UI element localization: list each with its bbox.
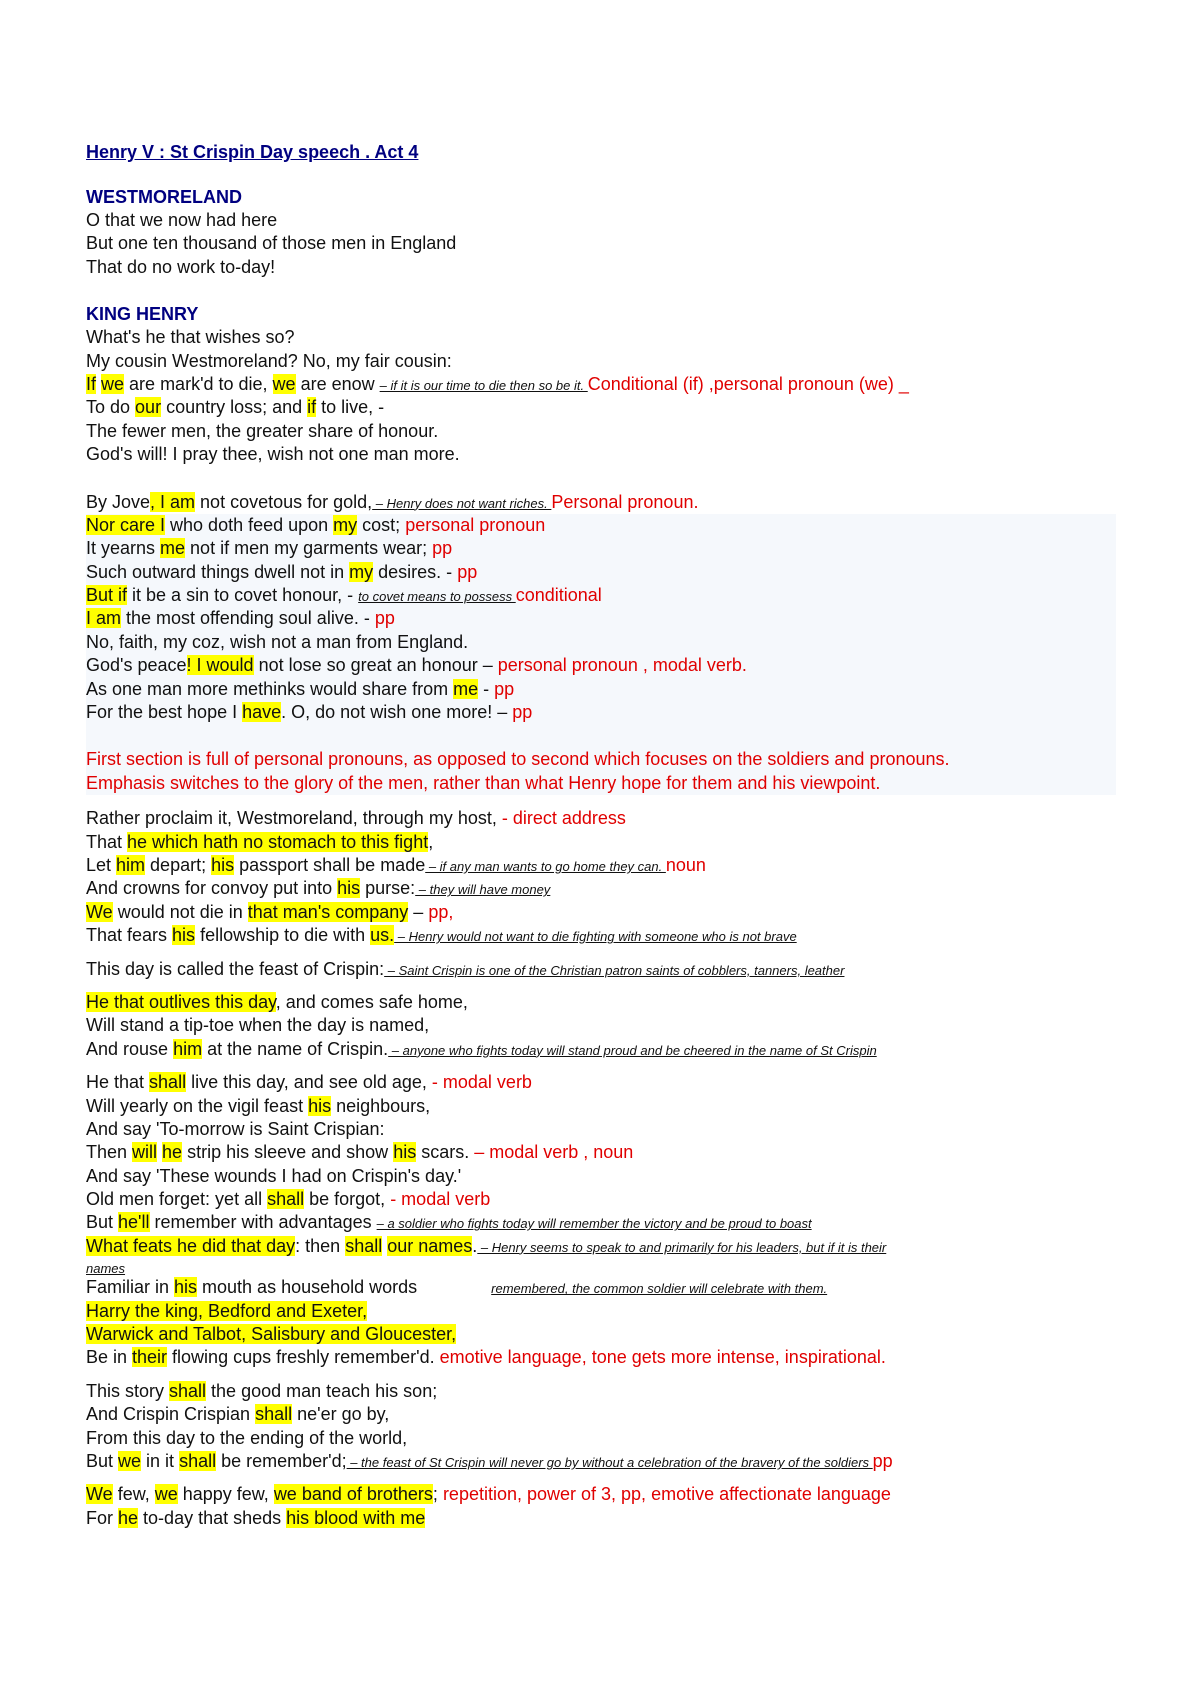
highlight: his <box>211 854 235 875</box>
verse-line: We would not die in that man's company – pp, <box>86 901 454 922</box>
annotation: pp, <box>428 901 454 922</box>
margin-note: – the feast of St Crispin will never go by without a celebration of the bravery of the soldiers <box>346 1454 873 1470</box>
verse-line: By Jove, I am not covetous for gold, – Henry does not want riches. Personal pronoun. <box>86 491 699 512</box>
annotation: pp <box>872 1450 893 1471</box>
verse-line: And rouse him at the name of Crispin. – anyone who fights today will stand proud and be cheered in the name of St Crispin <box>86 1038 877 1059</box>
document-body <box>86 140 1106 1530</box>
verse-line: And say 'To-morrow is Saint Crispian: <box>86 1118 385 1139</box>
margin-note: – Henry would not want to die fighting with someone who is not brave <box>394 929 797 945</box>
annotation: conditional <box>515 585 602 606</box>
annotation: personal pronoun <box>405 514 546 535</box>
verse-line: To do our country loss; and if to live, - <box>86 397 385 418</box>
highlight: his <box>337 878 361 899</box>
highlight: we band of brothers <box>273 1484 433 1505</box>
verse-line: For the best hope I have. O, do not wish one more! – pp <box>86 702 533 723</box>
highlight: he <box>118 1507 139 1528</box>
annotation: personal pronoun , modal verb. <box>497 655 747 676</box>
verse-line: He that outlives this day, and comes safe home, <box>86 991 468 1012</box>
highlight: my <box>349 561 374 582</box>
verse-line: That fears his fellowship to die with us. – Henry would not want to die fighting with someone who is not brave <box>86 925 797 946</box>
verse-line: Such outward things dwell not in my desires. - pp <box>86 561 478 582</box>
highlight: my <box>333 514 358 535</box>
verse-line: Then will he strip his sleeve and show his scars. – modal verb , noun <box>86 1142 634 1163</box>
verse-line: God's peace! I would not lose so great an honour – personal pronoun , modal verb. <box>86 655 747 676</box>
highlight: if <box>307 397 317 418</box>
highlight: will <box>132 1142 158 1163</box>
highlight: him <box>116 854 146 875</box>
highlight: shall <box>169 1380 207 1401</box>
verse-line: That he which hath no stomach to this fight, <box>86 831 434 852</box>
annotation: pp <box>494 678 515 699</box>
verse-line: God's will! I pray thee, wish not one man more. <box>86 444 460 465</box>
highlight: him <box>173 1038 203 1059</box>
annotation: Conditional (if) ,personal pronoun (we) <box>587 373 899 394</box>
verse-line: And crowns for convoy put into his purse: – they will have money <box>86 878 551 899</box>
highlight: ! I would <box>186 655 254 676</box>
verse-line: Nor care I who doth feed upon my cost; personal pronoun <box>86 514 546 535</box>
highlight: shall <box>345 1235 383 1256</box>
annotation: pp <box>432 538 453 559</box>
note-continuation <box>86 1258 1106 1276</box>
annotation: - modal verb <box>390 1189 491 1210</box>
verse-line: My cousin Westmoreland? No, my fair cousin: <box>86 350 452 371</box>
verse-line: But we in it shall be remember'd; – the feast of St Crispin will never go by without a celebration of the bravery of the soldiers pp <box>86 1450 893 1471</box>
verse-line: This day is called the feast of Crispin: – Saint Crispin is one of the Christian patron saints of cobblers, tanners, leather <box>86 958 845 979</box>
highlight: Harry the king, Bedford and Exeter, <box>86 1300 368 1321</box>
highlight: he'll <box>118 1212 150 1233</box>
highlight: Nor care I <box>86 514 166 535</box>
verse-line: We few, we happy few, we band of brothers; repetition, power of 3, pp, emotive affectionate language <box>86 1484 891 1505</box>
margin-note: – they will have money <box>415 882 551 898</box>
annotation: noun <box>665 854 706 875</box>
highlight: shall <box>267 1189 305 1210</box>
verse-line: O that we now had here <box>86 210 278 230</box>
commentary: Emphasis switches to the glory of the men, rather than what Henry hope for them and his viewpoint. <box>86 772 881 793</box>
verse-line: What feats he did that day: then shall our names. – Henry seems to speak to and primarily for his leaders, but if it is their <box>86 1235 887 1256</box>
verse-line: Will stand a tip-toe when the day is named, <box>86 1015 430 1036</box>
highlight: , I am <box>150 491 196 512</box>
highlight: he <box>162 1142 183 1163</box>
highlight: But if <box>86 585 128 606</box>
verse-line: As one man more methinks would share from me - pp <box>86 678 515 699</box>
annotation: pp <box>374 608 395 629</box>
verse-line: This story shall the good man teach his son; <box>86 1380 438 1401</box>
highlight: We <box>86 1484 113 1505</box>
verse-line: I am the most offending soul alive. - pp <box>86 608 395 629</box>
verse-line: If we are mark'd to die, we are enow – if it is our time to die then so be it. Conditional (if) ,personal pronoun (we) _ <box>86 373 909 394</box>
highlight: his <box>393 1142 417 1163</box>
highlight: He that outlives this day <box>86 991 276 1012</box>
shaded-section <box>86 514 1116 795</box>
highlight: shall <box>149 1072 187 1093</box>
highlight: he which hath no stomach to this fight <box>127 831 429 852</box>
highlight: his <box>172 925 196 946</box>
verse-line: The fewer men, the greater share of honour. <box>86 420 439 441</box>
verse-line: No, faith, my coz, wish not a man from England. <box>86 631 469 652</box>
highlight: us. <box>370 925 395 946</box>
margin-note: – Saint Crispin is one of the Christian patron saints of cobblers, tanners, leather <box>384 962 845 978</box>
verse-line: He that shall live this day, and see old age, - modal verb <box>86 1072 532 1093</box>
verse-line: Rather proclaim it, Westmoreland, through my host, - direct address <box>86 808 626 829</box>
highlight: If <box>86 373 97 394</box>
highlight: I am <box>86 608 122 629</box>
verse-line: But one ten thousand of those men in England <box>86 233 457 254</box>
annotation: pp <box>512 702 533 723</box>
verse-line: Old men forget: yet all shall be forgot, - modal verb <box>86 1189 491 1210</box>
commentary: First section is full of personal pronouns, as opposed to second which focuses on the soldiers and pronouns. <box>86 749 950 770</box>
verse-line <box>86 1300 1106 1323</box>
margin-note: – Henry seems to speak to and primarily for his leaders, but if it is their <box>477 1239 887 1255</box>
highlight: our names <box>387 1235 473 1256</box>
page-title: Henry V : St Crispin Day speech . Act 4 <box>86 142 419 162</box>
verse-line: And Crispin Crispian shall ne'er go by, <box>86 1404 390 1425</box>
annotation: – modal verb , noun <box>474 1142 634 1163</box>
highlight: me <box>453 678 479 699</box>
annotation: - modal verb <box>431 1072 532 1093</box>
highlight: me <box>160 538 186 559</box>
verse-line: What's he that wishes so? <box>86 327 295 348</box>
verse-line: Let him depart; his passport shall be made – if any man wants to go home they can. noun <box>86 854 706 875</box>
margin-note: remembered, the common soldier will celebrate with them. <box>491 1281 828 1297</box>
margin-note: to covet means to possess <box>358 589 516 605</box>
highlight: we <box>101 373 125 394</box>
highlight: our <box>135 397 162 418</box>
highlight: we <box>154 1484 178 1505</box>
verse-line: But he'll remember with advantages – a soldier who fights today will remember the victory and be proud to boast <box>86 1212 812 1233</box>
annotation: repetition, power of 3, pp, emotive affectionate language <box>442 1484 891 1505</box>
margin-note: – anyone who fights today will stand proud and be cheered in the name of St Crispin <box>388 1042 877 1058</box>
speaker-king-henry: KING HENRY <box>86 304 199 325</box>
annotation: pp <box>457 561 478 582</box>
verse-line: From this day to the ending of the world, <box>86 1427 408 1448</box>
verse-line <box>86 1323 1106 1346</box>
highlight: shall <box>255 1404 293 1425</box>
verse-line: Familiar in his mouth as household words remembered, the common soldier will celebrate with them. <box>86 1277 828 1298</box>
verse-line: For he to-day that sheds his blood with me <box>86 1507 426 1528</box>
highlight: his <box>174 1277 198 1298</box>
verse-line: But if it be a sin to covet honour, - to covet means to possess conditional <box>86 585 602 606</box>
highlight: we <box>118 1450 142 1471</box>
verse-line: And say 'These wounds I had on Crispin's day.' <box>86 1165 462 1186</box>
highlight: have <box>242 702 282 723</box>
highlight: we <box>272 373 296 394</box>
highlight: shall <box>179 1450 217 1471</box>
margin-note: names <box>86 1261 126 1277</box>
speaker-westmoreland: WESTMORELAND <box>86 187 242 207</box>
annotation: - direct address <box>501 808 626 829</box>
highlight: We <box>86 901 113 922</box>
verse-line: It yearns me not if men my garments wear; pp <box>86 538 453 559</box>
annotation: Personal pronoun. <box>551 491 699 512</box>
highlight: Warwick and Talbot, Salisbury and Gloucester, <box>86 1324 457 1345</box>
margin-note: – Henry does not want riches. <box>372 495 552 511</box>
highlight: What feats he did that day <box>86 1235 296 1256</box>
verse-line: Will yearly on the vigil feast his neighbours, <box>86 1095 431 1116</box>
highlight: his blood with me <box>286 1507 426 1528</box>
highlight: that man's company <box>247 901 409 922</box>
verse-line: Be in their flowing cups freshly remember'd. emotive language, tone gets more intense, inspirational. <box>86 1347 886 1368</box>
highlight: their <box>132 1347 168 1368</box>
verse-line: That do no work to-day! <box>86 256 276 277</box>
margin-note: – a soldier who fights today will remember the victory and be proud to boast <box>376 1216 812 1232</box>
margin-note: – if it is our time to die then so be it. <box>379 377 588 393</box>
annotation: emotive language, tone gets more intense, inspirational. <box>439 1347 886 1368</box>
highlight: his <box>308 1095 332 1116</box>
margin-note: – if any man wants to go home they can. <box>425 858 666 874</box>
